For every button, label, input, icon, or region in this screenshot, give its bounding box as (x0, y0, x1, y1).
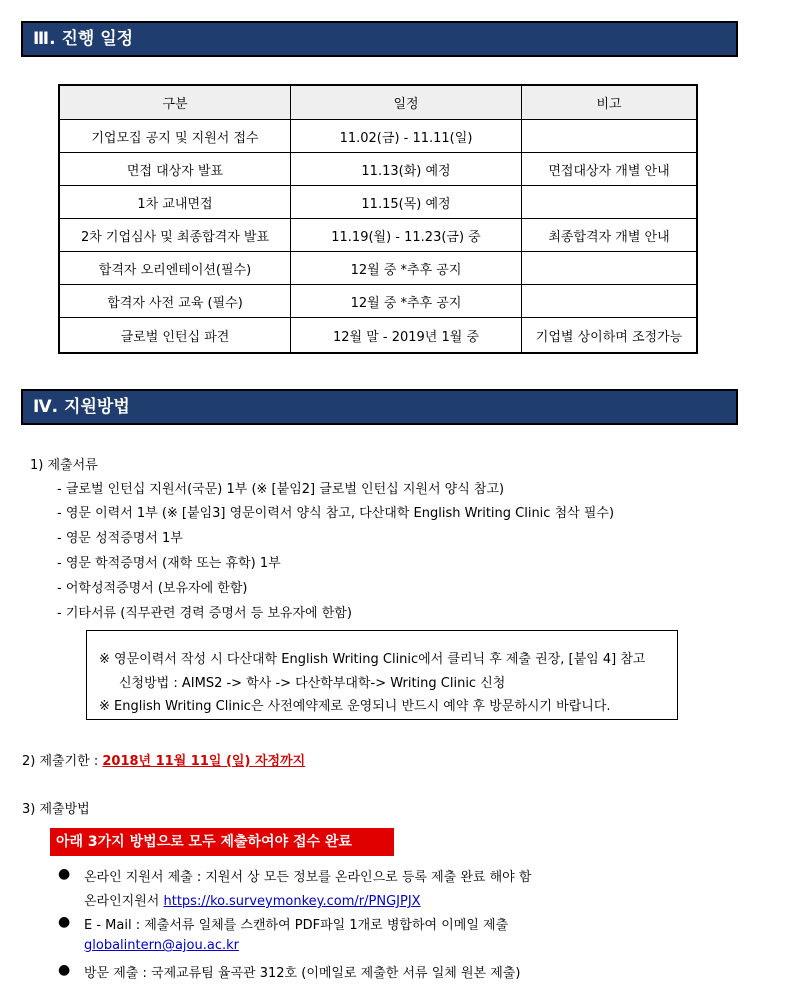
document-item: - 기타서류 (직무관련 경력 증명서 등 보유자에 한함) (57, 606, 352, 621)
table-cell: 11.19(월) - 11.23(금) 중 (291, 219, 522, 252)
table-cell (522, 120, 698, 153)
survey-link[interactable]: https://ko.surveymonkey.com/r/PNGJPJX (163, 894, 421, 909)
column-header: 일정 (291, 85, 522, 120)
schedule-table (58, 84, 698, 354)
email-link[interactable]: globalintern@ajou.ac.kr (84, 938, 239, 953)
table-cell: 기업모집 공지 및 지원서 접수 (59, 120, 291, 153)
bullet-icon: ● (58, 962, 71, 978)
document-item: - 영문 학적증명서 (재학 또는 휴학) 1부 (57, 556, 281, 571)
table-cell: 최종합격자 개별 안내 (522, 219, 698, 252)
table-header-row (59, 85, 697, 120)
table-cell: 2차 기업심사 및 최종합격자 발표 (59, 219, 291, 252)
document-item: - 영문 성적증명서 1부 (57, 531, 183, 546)
section-4-header (21, 389, 738, 425)
table-cell: 12월 중 *추후 공지 (291, 252, 522, 285)
table-cell: 면접대상자 개별 안내 (522, 153, 698, 186)
table-cell: 면접 대상자 발표 (59, 153, 291, 186)
online-link-label: 온라인지원서 (84, 894, 164, 909)
section-4-title: Ⅳ. 지원방법 (33, 397, 130, 417)
section-3-title: Ⅲ. 진행 일정 (33, 29, 134, 49)
table-row (59, 285, 697, 318)
bullet-icon: ● (58, 866, 71, 882)
table-cell (522, 252, 698, 285)
document-item: - 글로벌 인턴십 지원서(국문) 1부 (※ [붙임2] 글로벌 인턴십 지원서 양식 참고) (57, 482, 505, 497)
deadline-value: 2018년 11월 11일 (일) 자정까지 (102, 754, 306, 769)
column-header: 구분 (59, 85, 291, 120)
note-line: ※ English Writing Clinic은 사전예약제로 운영되니 반드시 예약 후 방문하시기 바랍니다. (99, 699, 611, 714)
visit-method: 방문 제출 : 국제교류팀 율곡관 312호 (이메일로 제출한 서류 일체 원본 제출) (84, 966, 521, 981)
table-cell: 11.15(목) 예정 (291, 186, 522, 219)
online-method: 온라인 지원서 제출 : 지원서 상 모든 정보를 온라인으로 등록 제출 완료 해야 함 (84, 870, 532, 885)
table-cell: 11.13(화) 예정 (291, 153, 522, 186)
note-line: ※ 영문이력서 작성 시 다산대학 English Writing Clinic에서 클리닉 후 제출 권장, [붙임 4] 참고 (99, 652, 646, 667)
table-cell: 글로벌 인턴십 파견 (59, 318, 291, 354)
table-cell: 합격자 오리엔테이션(필수) (59, 252, 291, 285)
table-cell: 12월 말 - 2019년 1월 중 (291, 318, 522, 354)
table-cell: 기업별 상이하며 조정가능 (522, 318, 698, 354)
document-item: - 어학성적증명서 (보유자에 한함) (57, 581, 248, 596)
bullet-icon: ● (58, 914, 71, 930)
section-3-header (21, 21, 738, 57)
table-row (59, 186, 697, 219)
method-banner: 아래 3가지 방법으로 모두 제출하여야 접수 완료 (50, 828, 394, 856)
table-cell (522, 285, 698, 318)
table-row (59, 219, 697, 252)
table-cell: 11.02(금) - 11.11(일) (291, 120, 522, 153)
table-cell (522, 186, 698, 219)
writing-clinic-note (86, 630, 678, 720)
table-row (59, 153, 697, 186)
email-method: E - Mail : 제출서류 일체를 스캔하여 PDF파일 1개로 병합하여 이메일 제출 (84, 918, 509, 933)
method-heading: 3) 제출방법 (22, 802, 90, 817)
table-row (59, 318, 697, 354)
table-row (59, 120, 697, 153)
note-line: 신청방법 : AIMS2 -> 학사 -> 다산학부대학-> Writing Clinic 신청 (119, 676, 506, 691)
table-cell: 합격자 사전 교육 (필수) (59, 285, 291, 318)
table-row (59, 252, 697, 285)
table-cell: 12월 중 *추후 공지 (291, 285, 522, 318)
document-item: - 영문 이력서 1부 (※ [붙임3] 영문이력서 양식 참고, 다산대학 English Writing Clinic 첨삭 필수) (57, 506, 615, 521)
deadline-label: 2) 제출기한 : (22, 754, 103, 769)
documents-heading: 1) 제출서류 (30, 458, 98, 473)
deadline (22, 750, 305, 769)
table-cell: 1차 교내면접 (59, 186, 291, 219)
column-header: 비고 (522, 85, 698, 120)
online-link-line (84, 890, 421, 909)
